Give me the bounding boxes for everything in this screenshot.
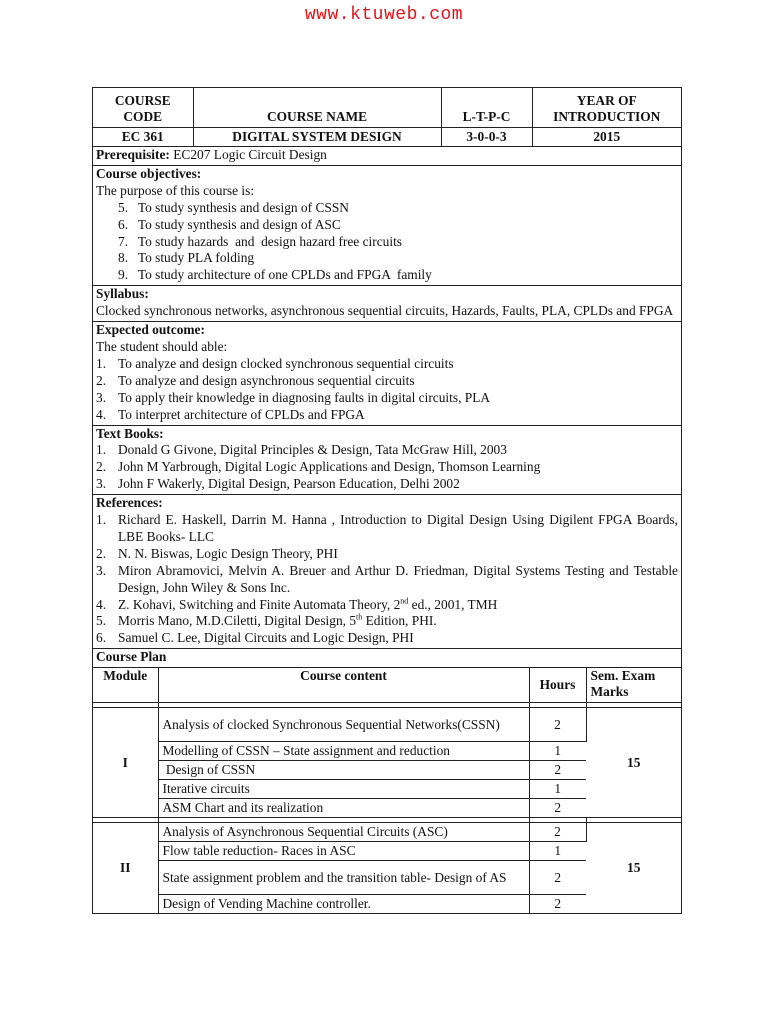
list-item: 1. To analyze and design clocked synchronous sequential circuits	[96, 355, 454, 371]
list-item: 2. N. N. Biswas, Logic Design Theory, PHI	[96, 545, 338, 561]
module-hours: 1	[529, 842, 586, 861]
module-content: Analysis of Asynchronous Sequential Circuits (ASC)	[158, 823, 529, 842]
objectives-label: Course objectives:	[96, 165, 202, 181]
list-item: 2. To analyze and design asynchronous sequential circuits	[96, 372, 415, 388]
syllabus-section	[93, 286, 681, 322]
syllabus-document	[92, 87, 682, 914]
list-item: 1. Richard E. Haskell, Darrin M. Hanna , Introduction to Digital Design Using Digilent FPGA Boards, LBE Books- LLC	[96, 512, 678, 544]
module-content: Modelling of CSSN – State assignment and reduction	[158, 742, 529, 761]
references-label: References:	[96, 495, 163, 511]
module-hours: 2	[529, 823, 586, 842]
list-item: 5. Morris Mano, M.D.Ciletti, Digital Design, 5th Edition, PHI.	[96, 613, 437, 629]
outcome-section	[93, 322, 681, 425]
module-hours: 1	[529, 780, 586, 799]
list-item: 2. John M Yarbrough, Digital Logic Applications and Design, Thomson Learning	[96, 459, 541, 475]
objectives-list	[96, 200, 678, 285]
textbooks-label: Text Books:	[96, 425, 164, 441]
list-item: 9. To study architecture of one CPLDs and FPGA family	[118, 267, 432, 283]
plan-header-marks: Sem. Exam Marks	[586, 668, 681, 703]
module-content: Flow table reduction- Races in ASC	[158, 842, 529, 861]
table-row	[93, 708, 681, 742]
module-hours: 2	[529, 761, 586, 780]
module-name: I	[93, 708, 158, 818]
module-name: II	[93, 823, 158, 914]
module-hours: 1	[529, 742, 586, 761]
header-course-code: COURSE CODE	[93, 88, 193, 128]
course-ltpc: 3-0-0-3	[441, 128, 532, 147]
syllabus-text: Clocked synchronous networks, asynchronous sequential circuits, Hazards, Faults, PLA, CPLDs and FPGA	[96, 303, 674, 319]
module-content: State assignment problem and the transition table- Design of AS	[158, 861, 529, 895]
module-content: Design of Vending Machine controller.	[158, 895, 529, 914]
list-item: 6. Samuel C. Lee, Digital Circuits and Logic Design, PHI	[96, 630, 414, 646]
header-ltpc: L-T-P-C	[441, 88, 532, 128]
references-section	[93, 495, 681, 649]
list-item: 4. Z. Kohavi, Switching and Finite Automata Theory, 2nd ed., 2001, TMH	[96, 596, 498, 612]
course-year: 2015	[532, 128, 681, 147]
watermark-url: www.ktuweb.com	[304, 5, 464, 25]
textbooks-section	[93, 426, 681, 496]
course-code: EC 361	[93, 128, 193, 147]
outcome-label: Expected outcome:	[96, 322, 205, 338]
objectives-intro: The purpose of this course is:	[96, 182, 255, 198]
module-marks: 15	[586, 823, 681, 914]
module-content: Design of CSSN	[158, 761, 529, 780]
module-content: Analysis of clocked Synchronous Sequential Networks(CSSN)	[158, 708, 529, 742]
objectives-section	[93, 166, 681, 286]
outcome-intro: The student should able:	[96, 338, 228, 354]
module-hours: 2	[529, 861, 586, 895]
plan-header-hours: Hours	[529, 668, 586, 703]
list-item: 6. To study synthesis and design of ASC	[118, 216, 341, 232]
list-item: 3. John F Wakerly, Digital Design, Pearson Education, Delhi 2002	[96, 476, 460, 492]
header-course-name: COURSE NAME	[193, 88, 441, 128]
list-item: 1. Donald G Givone, Digital Principles & Design, Tata McGraw Hill, 2003	[96, 442, 507, 458]
list-item: 3. To apply their knowledge in diagnosing faults in digital circuits, PLA	[96, 389, 491, 405]
list-item: 8. To study PLA folding	[118, 250, 255, 266]
prerequisite-section	[93, 147, 681, 166]
list-item: 5. To study synthesis and design of CSSN	[118, 199, 349, 215]
module-hours: 2	[529, 895, 586, 914]
list-item: 3. Miron Abramovici, Melvin A. Breuer and Arthur D. Friedman, Digital Systems Testing and Testable Design, John Wiley & Sons Inc.	[96, 562, 678, 595]
list-item: 7. To study hazards and design hazard free circuits	[118, 233, 403, 249]
plan-header-module: Module	[93, 668, 158, 703]
course-plan-label: Course Plan	[93, 649, 681, 668]
syllabus-label: Syllabus:	[96, 286, 149, 302]
module-content: ASM Chart and its realization	[158, 799, 529, 818]
list-item: 4. To interpret architecture of CPLDs and FPGA	[96, 406, 365, 422]
module-hours: 2	[529, 799, 586, 818]
course-name: DIGITAL SYSTEM DESIGN	[193, 128, 441, 147]
module-marks: 15	[586, 708, 681, 818]
prerequisite-value: EC207 Logic Circuit Design	[169, 147, 327, 162]
module-content: Iterative circuits	[158, 780, 529, 799]
plan-header-content: Course content	[158, 668, 529, 703]
course-header-table	[93, 88, 681, 147]
course-plan-table	[93, 668, 681, 914]
prerequisite-label: Prerequisite:	[96, 147, 170, 162]
table-row	[93, 823, 681, 842]
module-hours: 2	[529, 708, 586, 742]
header-year: YEAR OF INTRODUCTION	[532, 88, 681, 128]
